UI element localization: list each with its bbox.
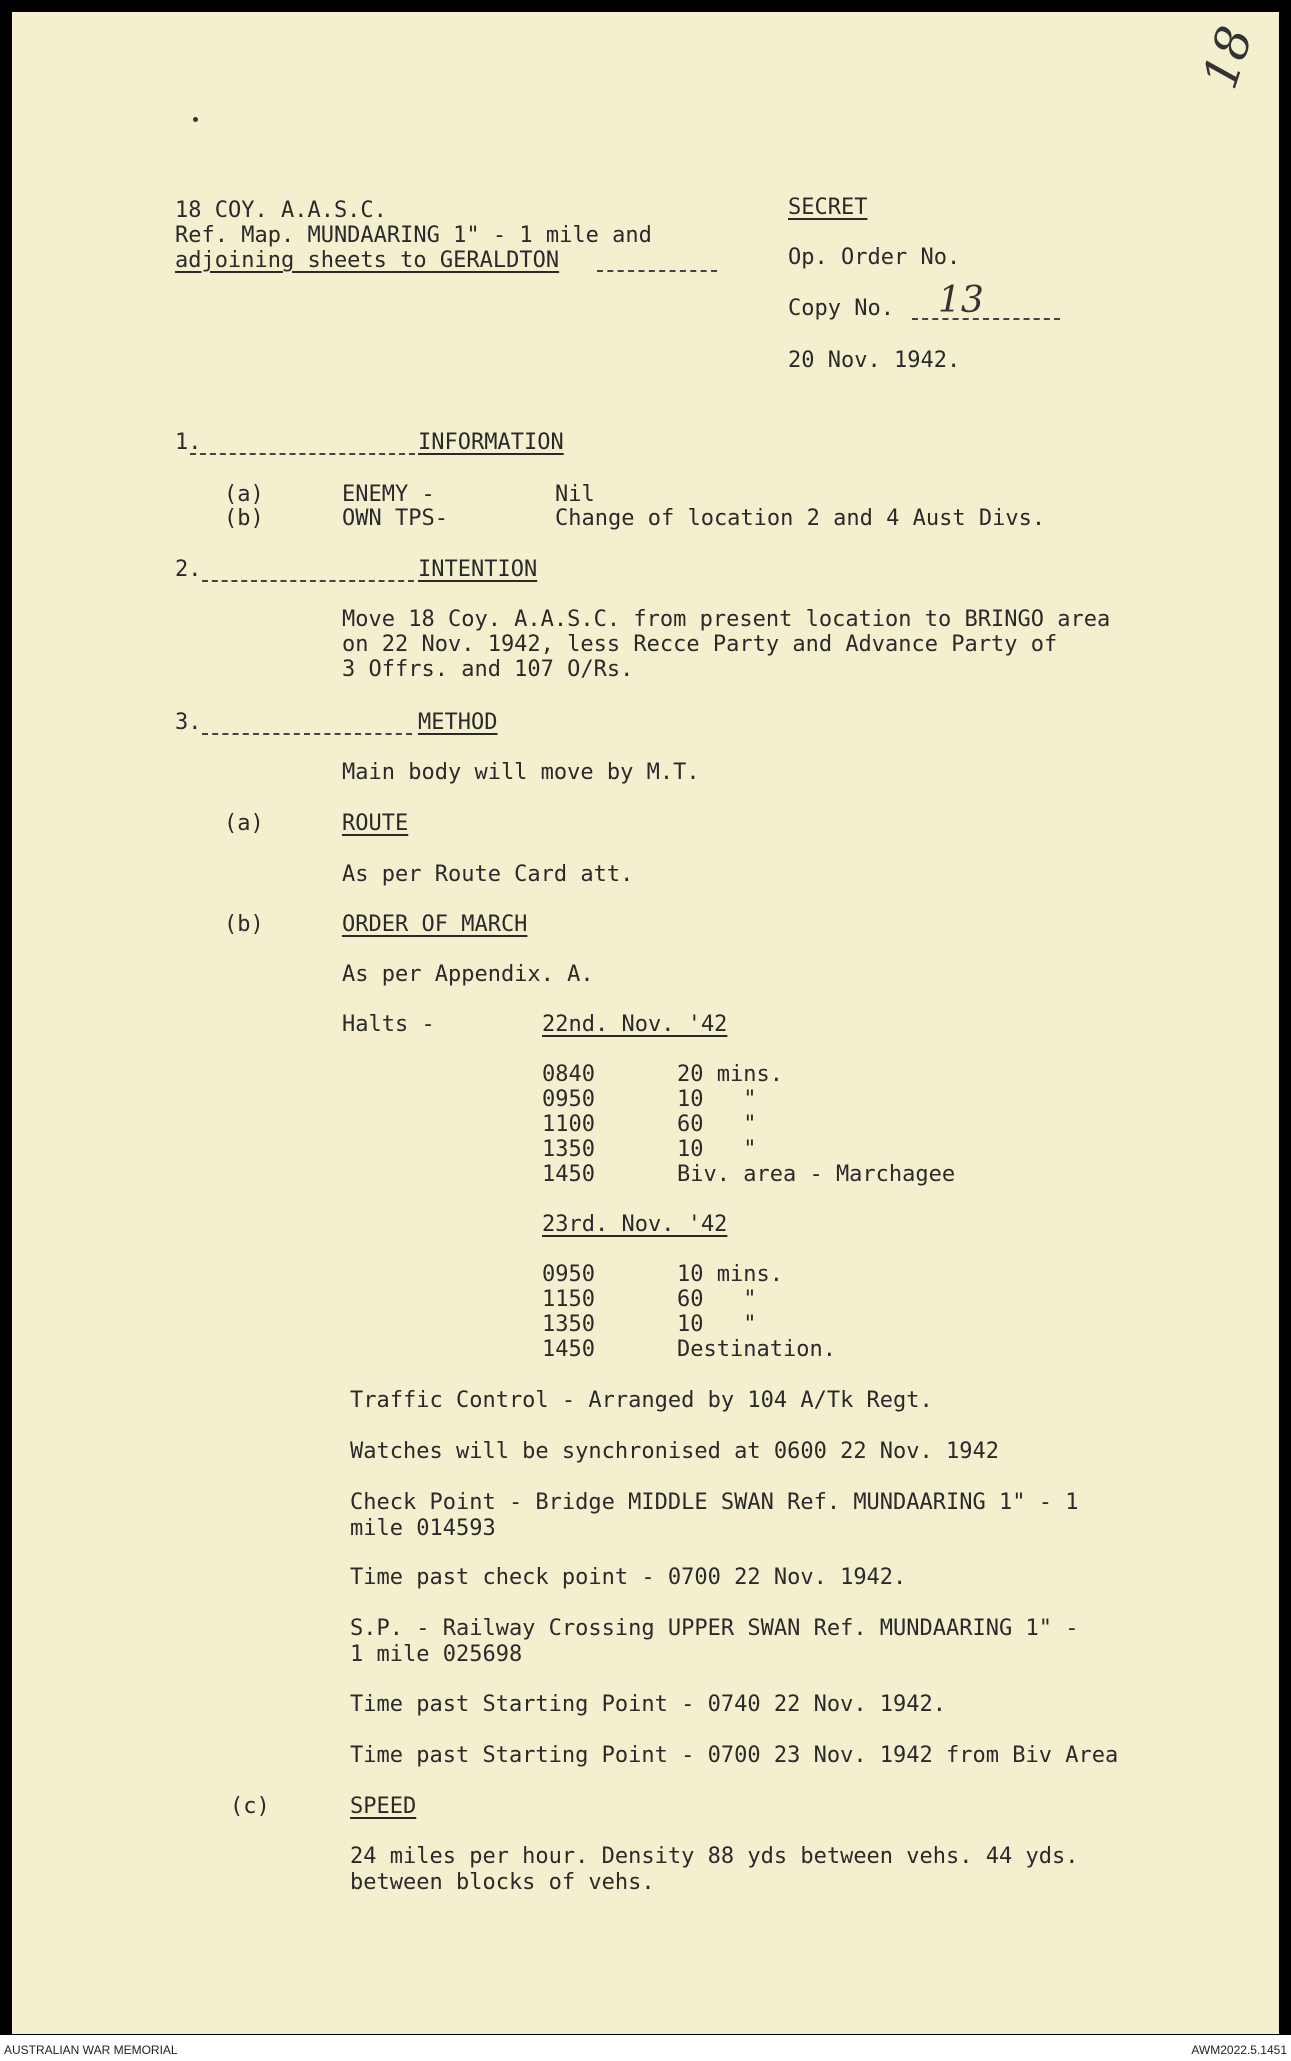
halt-time: 1450 (542, 1162, 595, 1187)
halt-time: 1350 (542, 1137, 595, 1162)
halt-time: 1150 (542, 1287, 595, 1312)
ink-speck (193, 117, 198, 122)
section-2-title: INTENTION (418, 557, 538, 582)
halt-time: 0950 (542, 1087, 595, 1112)
item-a-label: (a) (224, 482, 264, 507)
method-intro: Main body will move by M.T. (342, 760, 700, 785)
route-title: ROUTE (342, 811, 409, 836)
op-order-label: Op. Order No. (788, 245, 961, 270)
time-past-starting-point-day-1: Time past Starting Point - 0740 22 Nov. 1942. (350, 1692, 947, 1717)
item-b-label: (b) (224, 506, 264, 531)
section-1-leader (190, 453, 415, 455)
halt-desc: 60 " (677, 1112, 757, 1137)
time-past-starting-point-day-2: Time past Starting Point - 0700 23 Nov. 1942 from Biv Area (350, 1743, 1119, 1768)
halt-desc: 10 " (677, 1137, 757, 1162)
unit-name: 18 COY. A.A.S.C. (175, 198, 387, 223)
classification-label: SECRET (788, 195, 868, 220)
section-3-title: METHOD (418, 710, 498, 735)
intention-line-3: 3 Offrs. and 107 O/Rs. (342, 657, 634, 682)
speed-label: (c) (230, 1794, 270, 1819)
watch-sync: Watches will be synchronised at 0600 22 Nov. 1942 (350, 1439, 1000, 1464)
halt-desc: 60 " (677, 1287, 757, 1312)
ref-underline (597, 270, 717, 272)
section-3-number: 3. (175, 710, 202, 735)
intention-line-2: on 22 Nov. 1942, less Recce Party and Advance Party of (342, 632, 1058, 657)
halt-desc: Destination. (677, 1337, 836, 1362)
halts-day-2-title: 23rd. Nov. '42 (542, 1212, 728, 1237)
section-1-number: 1. (175, 430, 202, 455)
document-sheet (12, 12, 1279, 2034)
halt-desc: 10 " (677, 1087, 757, 1112)
own-troops-value: Change of location 2 and 4 Aust Divs. (555, 506, 1046, 531)
own-troops-label: OWN TPS- (342, 506, 448, 531)
time-past-check-point: Time past check point - 0700 22 Nov. 1942. (350, 1565, 907, 1590)
page-number-handwritten: 18 (1192, 19, 1265, 96)
halt-time: 0840 (542, 1062, 595, 1087)
copy-number-line (912, 318, 1060, 320)
route-label: (a) (224, 811, 264, 836)
copy-number-label: Copy No. (788, 296, 894, 321)
halt-desc: 10 " (677, 1312, 757, 1337)
starting-point: S.P. - Railway Crossing UPPER SWAN Ref. MUNDAARING 1" - 1 mile 025698 (350, 1616, 1079, 1667)
map-reference-line2: adjoining sheets to GERALDTON (175, 248, 560, 273)
archive-footer (0, 2035, 1291, 2061)
order-of-march-title: ORDER OF MARCH (342, 912, 528, 937)
intention-line-1: Move 18 Coy. A.A.S.C. from present location to BRINGO area (342, 607, 1111, 632)
halt-desc: 10 mins. (677, 1262, 783, 1287)
enemy-label: ENEMY - (342, 482, 435, 507)
halt-time: 1350 (542, 1312, 595, 1337)
archive-name: AUSTRALIAN WAR MEMORIAL (4, 2043, 178, 2057)
speed-text: 24 miles per hour. Density 88 yds between vehs. 44 yds. between blocks of vehs. (350, 1844, 1079, 1895)
section-2-leader (202, 580, 414, 582)
document-date: 20 Nov. 1942. (788, 348, 961, 373)
route-text: As per Route Card att. (342, 862, 634, 887)
halt-desc: 20 mins. (677, 1062, 783, 1087)
halt-time: 1100 (542, 1112, 595, 1137)
archive-reference: AWM2022.5.1451 (1191, 2043, 1287, 2057)
order-of-march-label: (b) (224, 912, 264, 937)
halt-time: 0950 (542, 1262, 595, 1287)
map-reference-line1: Ref. Map. MUNDAARING 1" - 1 mile and (175, 223, 652, 248)
enemy-value: Nil (555, 482, 595, 507)
copy-number-handwritten: 13 (938, 280, 984, 321)
speed-title: SPEED (350, 1794, 417, 1819)
halt-desc: Biv. area - Marchagee (677, 1162, 956, 1187)
halts-day-1-title: 22nd. Nov. '42 (542, 1012, 728, 1037)
section-3-leader (202, 733, 412, 735)
order-of-march-text: As per Appendix. A. (342, 962, 594, 987)
halts-label: Halts - (342, 1012, 435, 1037)
section-1-title: INFORMATION (418, 430, 564, 455)
traffic-control: Traffic Control - Arranged by 104 A/Tk Regt. (350, 1388, 933, 1413)
check-point: Check Point - Bridge MIDDLE SWAN Ref. MUNDAARING 1" - 1 mile 014593 (350, 1490, 1079, 1541)
halt-time: 1450 (542, 1337, 595, 1362)
section-2-number: 2. (175, 557, 202, 582)
